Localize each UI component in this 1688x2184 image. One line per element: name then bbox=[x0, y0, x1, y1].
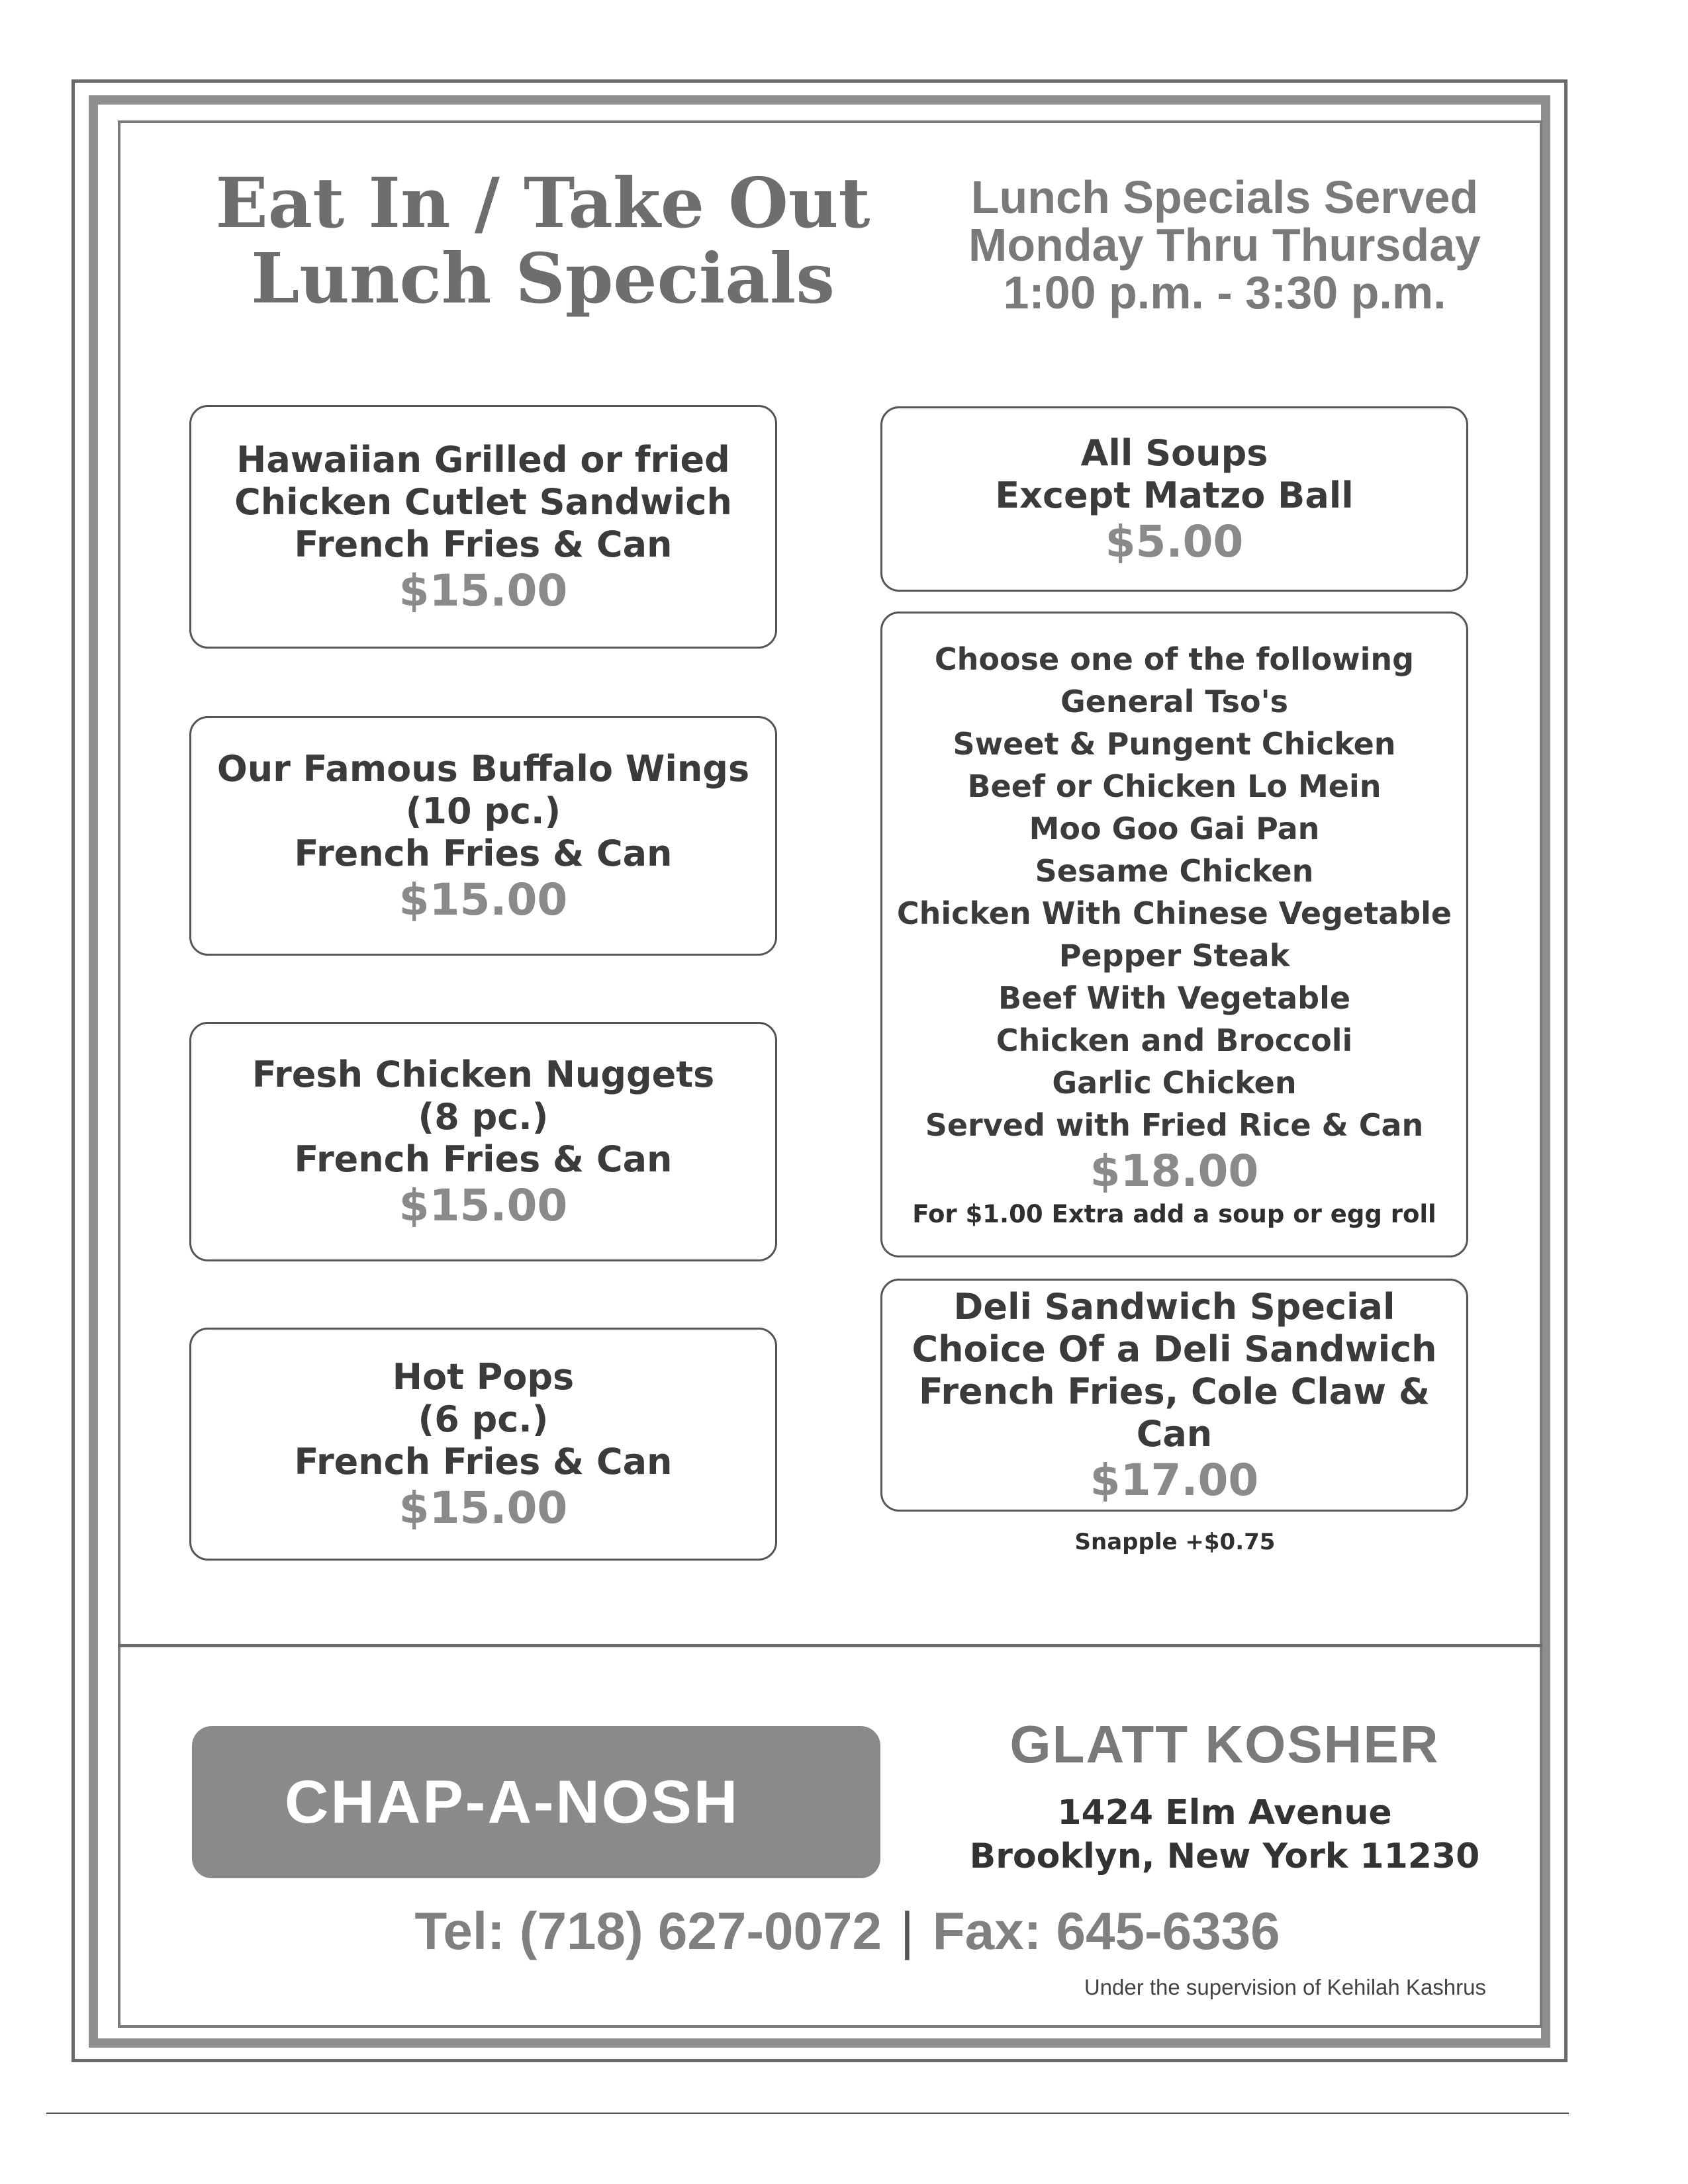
hours-line-3: 1:00 p.m. - 3:30 p.m. bbox=[1003, 267, 1446, 318]
title-line-1: Eat In / Take Out bbox=[215, 162, 870, 244]
item-line: Sesame Chicken bbox=[1035, 853, 1314, 889]
restaurant-name: CHAP-A-NOSH bbox=[285, 1768, 740, 1836]
item-line: Moo Goo Gai Pan bbox=[1029, 811, 1320, 846]
item-line: French Fries, Cole Claw & Can bbox=[918, 1371, 1430, 1455]
combo-extra-note: For $1.00 Extra add a soup or egg roll bbox=[912, 1200, 1436, 1228]
item-line: Sweet & Pungent Chicken bbox=[953, 726, 1396, 762]
title-line-2: Lunch Specials bbox=[251, 238, 835, 319]
page-title bbox=[199, 162, 887, 319]
kosher-label: GLATT KOSHER bbox=[1009, 1715, 1440, 1774]
item-line: Choice Of a Deli Sandwich bbox=[912, 1328, 1437, 1370]
special-buffalo-wings bbox=[189, 716, 777, 956]
address-line-2: Brooklyn, New York 11230 bbox=[969, 1837, 1480, 1876]
special-chicken-nuggets bbox=[189, 1022, 777, 1261]
serving-hours bbox=[927, 173, 1523, 316]
item-line: (10 pc.) bbox=[405, 790, 561, 832]
item-line: Served with Fried Rice & Can bbox=[925, 1107, 1424, 1143]
item-price: $5.00 bbox=[1105, 516, 1244, 567]
item-line: Beef With Vegetable bbox=[998, 980, 1351, 1016]
special-soups bbox=[880, 406, 1468, 592]
item-line: All Soups bbox=[1080, 432, 1268, 474]
item-line: Pepper Steak bbox=[1058, 938, 1290, 974]
item-line: (6 pc.) bbox=[418, 1398, 549, 1440]
item-line: French Fries & Can bbox=[294, 523, 673, 565]
item-line: Hawaiian Grilled or fried bbox=[236, 439, 730, 480]
item-price: $15.00 bbox=[399, 874, 568, 925]
address-line-1: 1424 Elm Avenue bbox=[1057, 1793, 1392, 1833]
special-chinese-combo bbox=[880, 612, 1468, 1257]
item-line: Fresh Chicken Nuggets bbox=[252, 1054, 715, 1095]
item-line: Garlic Chicken bbox=[1052, 1065, 1297, 1101]
item-line: Chicken Cutlet Sandwich bbox=[234, 481, 732, 523]
item-line: (8 pc.) bbox=[418, 1096, 549, 1138]
fax-number: Fax: 645-6336 bbox=[932, 1901, 1280, 1960]
item-line: Beef or Chicken Lo Mein bbox=[967, 768, 1382, 804]
restaurant-logo bbox=[192, 1726, 880, 1878]
item-line: French Fries & Can bbox=[294, 833, 673, 874]
item-price: $15.00 bbox=[399, 1482, 568, 1533]
item-price: $18.00 bbox=[1090, 1146, 1259, 1197]
item-line: French Fries & Can bbox=[294, 1441, 673, 1482]
special-hot-pops bbox=[189, 1328, 777, 1561]
phone-number: Tel: (718) 627-0072 bbox=[414, 1901, 882, 1960]
special-deli-sandwich bbox=[880, 1279, 1468, 1512]
page-bottom-rule bbox=[46, 2113, 1569, 2114]
address bbox=[927, 1791, 1523, 1878]
item-line: Chicken With Chinese Vegetable bbox=[896, 895, 1452, 931]
item-line: General Tso's bbox=[1060, 684, 1289, 719]
item-line: Deli Sandwich Special bbox=[953, 1286, 1395, 1328]
item-line: Hot Pops bbox=[392, 1356, 575, 1398]
snapple-note: Snapple +$0.75 bbox=[1074, 1529, 1276, 1555]
contact-separator: | bbox=[900, 1901, 914, 1960]
item-price: $17.00 bbox=[1090, 1455, 1259, 1506]
item-price: $15.00 bbox=[399, 565, 568, 616]
item-line: French Fries & Can bbox=[294, 1138, 673, 1180]
item-line: Choose one of the following bbox=[934, 641, 1415, 677]
kashrus-supervision: Under the supervision of Kehilah Kashrus bbox=[1084, 1975, 1486, 1999]
item-line: Chicken and Broccoli bbox=[996, 1023, 1353, 1058]
special-hawaiian-chicken bbox=[189, 405, 777, 649]
contact-info bbox=[265, 1901, 1430, 1962]
hours-line-1: Lunch Specials Served bbox=[970, 171, 1479, 223]
item-line: Our Famous Buffalo Wings bbox=[216, 748, 750, 790]
item-line: Except Matzo Ball bbox=[995, 475, 1354, 516]
footer-divider bbox=[118, 1644, 1542, 1647]
item-price: $15.00 bbox=[399, 1180, 568, 1231]
hours-line-2: Monday Thru Thursday bbox=[968, 219, 1481, 271]
